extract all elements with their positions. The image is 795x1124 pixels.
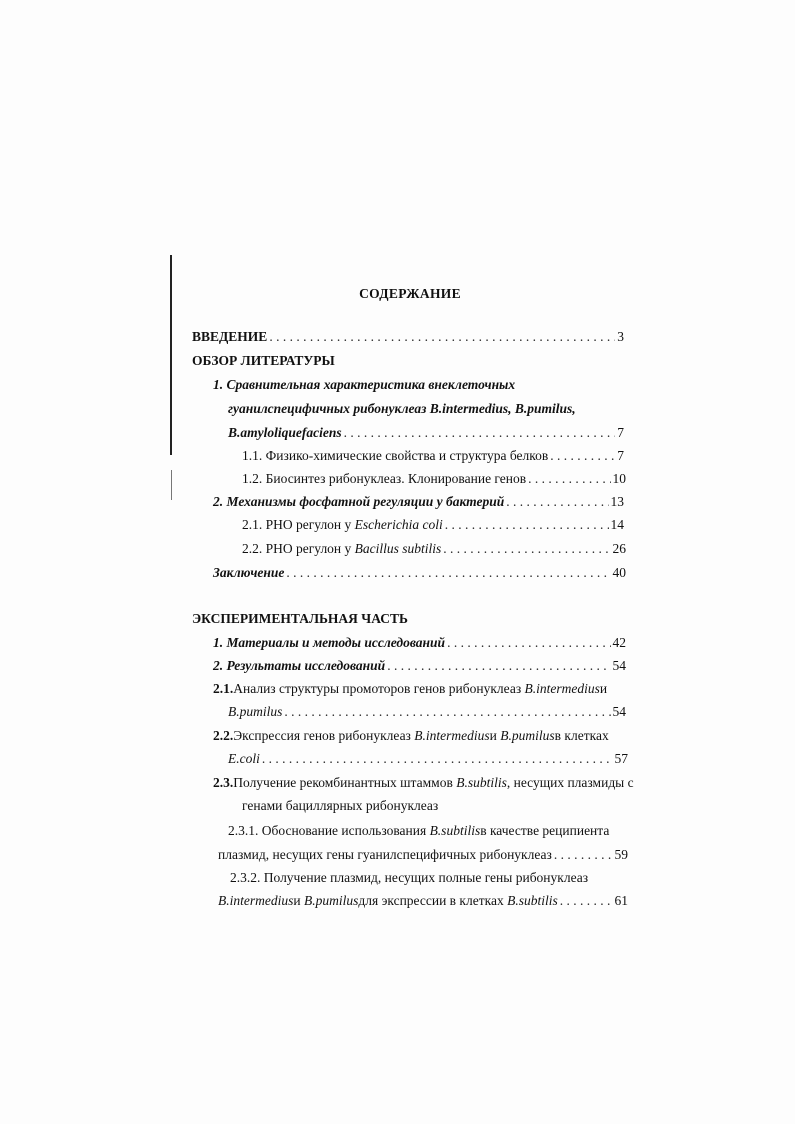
toc-page: 57 bbox=[614, 751, 628, 766]
toc-entry-s1-line1: 1. Сравнительная характеристика внеклеточных bbox=[213, 377, 516, 392]
toc-species: B.intermedius bbox=[414, 728, 490, 743]
toc-entry-e2-3-1 bbox=[218, 846, 628, 864]
toc-leader bbox=[286, 564, 610, 582]
toc-number: 2.3. bbox=[213, 775, 234, 790]
toc-entry-e2-3-2-line1: 2.3.2. Получение плазмид, несущих полные гены рибонуклеаз bbox=[230, 870, 589, 885]
toc-text: и bbox=[599, 681, 608, 696]
toc-label: 1.2. Биосинтез рибонуклеаз. Клонирование генов bbox=[242, 471, 527, 486]
toc-page: 10 bbox=[612, 471, 626, 486]
toc-label: Заключение bbox=[213, 565, 285, 580]
toc-leader bbox=[445, 516, 609, 534]
toc-page: 59 bbox=[614, 847, 628, 862]
toc-species: B.subtilis bbox=[429, 823, 481, 838]
toc-text: Анализ структуры промоторов генов рибонуклеаз bbox=[233, 681, 522, 696]
toc-species: B.pumilus bbox=[228, 704, 283, 719]
toc-entry-e2-1-line1 bbox=[213, 680, 607, 698]
toc-leader bbox=[284, 703, 610, 721]
toc-species: B.intermedius bbox=[218, 893, 294, 908]
toc-label: 2. Результаты исследований bbox=[213, 658, 386, 673]
toc-species: B.intermedius bbox=[524, 681, 600, 696]
toc-leader bbox=[344, 424, 616, 442]
toc-label: ВВЕДЕНИЕ bbox=[192, 329, 268, 344]
toc-text: , несущих плазмиды с bbox=[506, 775, 634, 790]
toc-label: B.amyloliquefaciens bbox=[228, 425, 342, 440]
toc-entry-e2-3-line2: генами бациллярных рибонуклеаз bbox=[242, 798, 439, 813]
toc-entry-s2-1 bbox=[242, 516, 624, 534]
toc-text: в клетках bbox=[554, 728, 609, 743]
page-title: СОДЕРЖАНИЕ bbox=[359, 286, 461, 301]
toc-label-prefix: 2.2. PHO регулон у bbox=[242, 541, 352, 556]
toc-label-prefix: 2.1. PHO регулон у bbox=[242, 517, 352, 532]
toc-entry-e2 bbox=[213, 657, 626, 675]
toc-page: 40 bbox=[612, 565, 626, 580]
scan-margin-line bbox=[170, 255, 172, 455]
toc-text: для экспрессии в клетках bbox=[358, 893, 504, 908]
toc-entry-e2-3-2 bbox=[218, 892, 628, 910]
toc-entry-s1-1 bbox=[242, 447, 624, 465]
toc-number: 2.1. bbox=[213, 681, 234, 696]
toc-leader bbox=[554, 846, 613, 864]
toc-heading-review: ОБЗОР ЛИТЕРАТУРЫ bbox=[192, 353, 335, 368]
toc-entry-s1-2 bbox=[242, 470, 626, 488]
toc-entry-e2-2-line1 bbox=[213, 727, 609, 745]
toc-text: 2.3.1. Обоснование использования bbox=[228, 823, 427, 838]
toc-entry-s1 bbox=[228, 424, 624, 442]
toc-label: 1. Материалы и методы исследований bbox=[213, 635, 446, 650]
toc-entry-conclusion bbox=[213, 564, 626, 582]
toc-page: 54 bbox=[612, 704, 626, 719]
toc-leader bbox=[550, 447, 615, 465]
toc-label-species: Bacillus subtilis bbox=[354, 541, 442, 556]
toc-page: 13 bbox=[610, 494, 624, 509]
toc-heading-experimental: ЭКСПЕРИМЕНТАЛЬНАЯ ЧАСТЬ bbox=[192, 611, 408, 626]
toc-entry-e1 bbox=[213, 634, 626, 652]
toc-entry-intro bbox=[192, 328, 624, 346]
toc-entry-e2-3-1-line1 bbox=[228, 822, 609, 840]
toc-text: и bbox=[489, 728, 497, 743]
toc-entry-s1-line2: гуанилспецифичных рибонуклеаз B.intermedius, B.pumilus, bbox=[228, 401, 576, 416]
toc-entry-e2-1 bbox=[228, 703, 626, 721]
toc-page: 7 bbox=[617, 448, 624, 463]
toc-entry-s2 bbox=[213, 493, 624, 511]
toc-label: 1.1. Физико-химические свойства и структура белков bbox=[242, 448, 549, 463]
toc-page: 42 bbox=[612, 635, 626, 650]
toc-page: 26 bbox=[612, 541, 626, 556]
toc-species: B.subtilis bbox=[507, 893, 558, 908]
toc-label-species: Escherichia coli bbox=[354, 517, 443, 532]
toc-text: Получение рекомбинантных штаммов bbox=[233, 775, 453, 790]
toc-leader bbox=[506, 493, 608, 511]
toc-number: 2.2. bbox=[213, 728, 234, 743]
toc-text: и bbox=[293, 893, 301, 908]
toc-page: 3 bbox=[617, 329, 624, 344]
toc-page: 7 bbox=[617, 425, 624, 440]
toc-entry-s2-2 bbox=[242, 540, 626, 558]
toc-label: плазмид, несущих гены гуанилспецифичных рибонуклеаз bbox=[218, 847, 552, 862]
toc-leader bbox=[528, 470, 610, 488]
toc-species: B.pumilus bbox=[303, 893, 359, 908]
toc-leader bbox=[560, 892, 613, 910]
toc-text: в качестве реципиента bbox=[480, 823, 610, 838]
toc-leader bbox=[443, 540, 610, 558]
toc-species: B.pumilus bbox=[500, 728, 555, 743]
toc-entry-e2-2 bbox=[228, 750, 628, 768]
scan-margin-mark bbox=[171, 470, 172, 500]
toc-label: 2. Механизмы фосфатной регуляции у бактерий bbox=[213, 494, 505, 509]
toc-leader bbox=[262, 750, 613, 768]
toc-entry-e2-3-line1 bbox=[213, 774, 634, 792]
toc-leader bbox=[447, 634, 610, 652]
toc-page: 14 bbox=[610, 517, 624, 532]
toc-species: B.subtilis bbox=[456, 775, 507, 790]
toc-page: 61 bbox=[614, 893, 628, 908]
toc-page: 54 bbox=[612, 658, 626, 673]
toc-text: Экспрессия генов рибонуклеаз bbox=[233, 728, 411, 743]
toc-leader bbox=[269, 328, 615, 346]
toc-leader bbox=[387, 657, 610, 675]
toc-species: E.coli bbox=[228, 751, 260, 766]
